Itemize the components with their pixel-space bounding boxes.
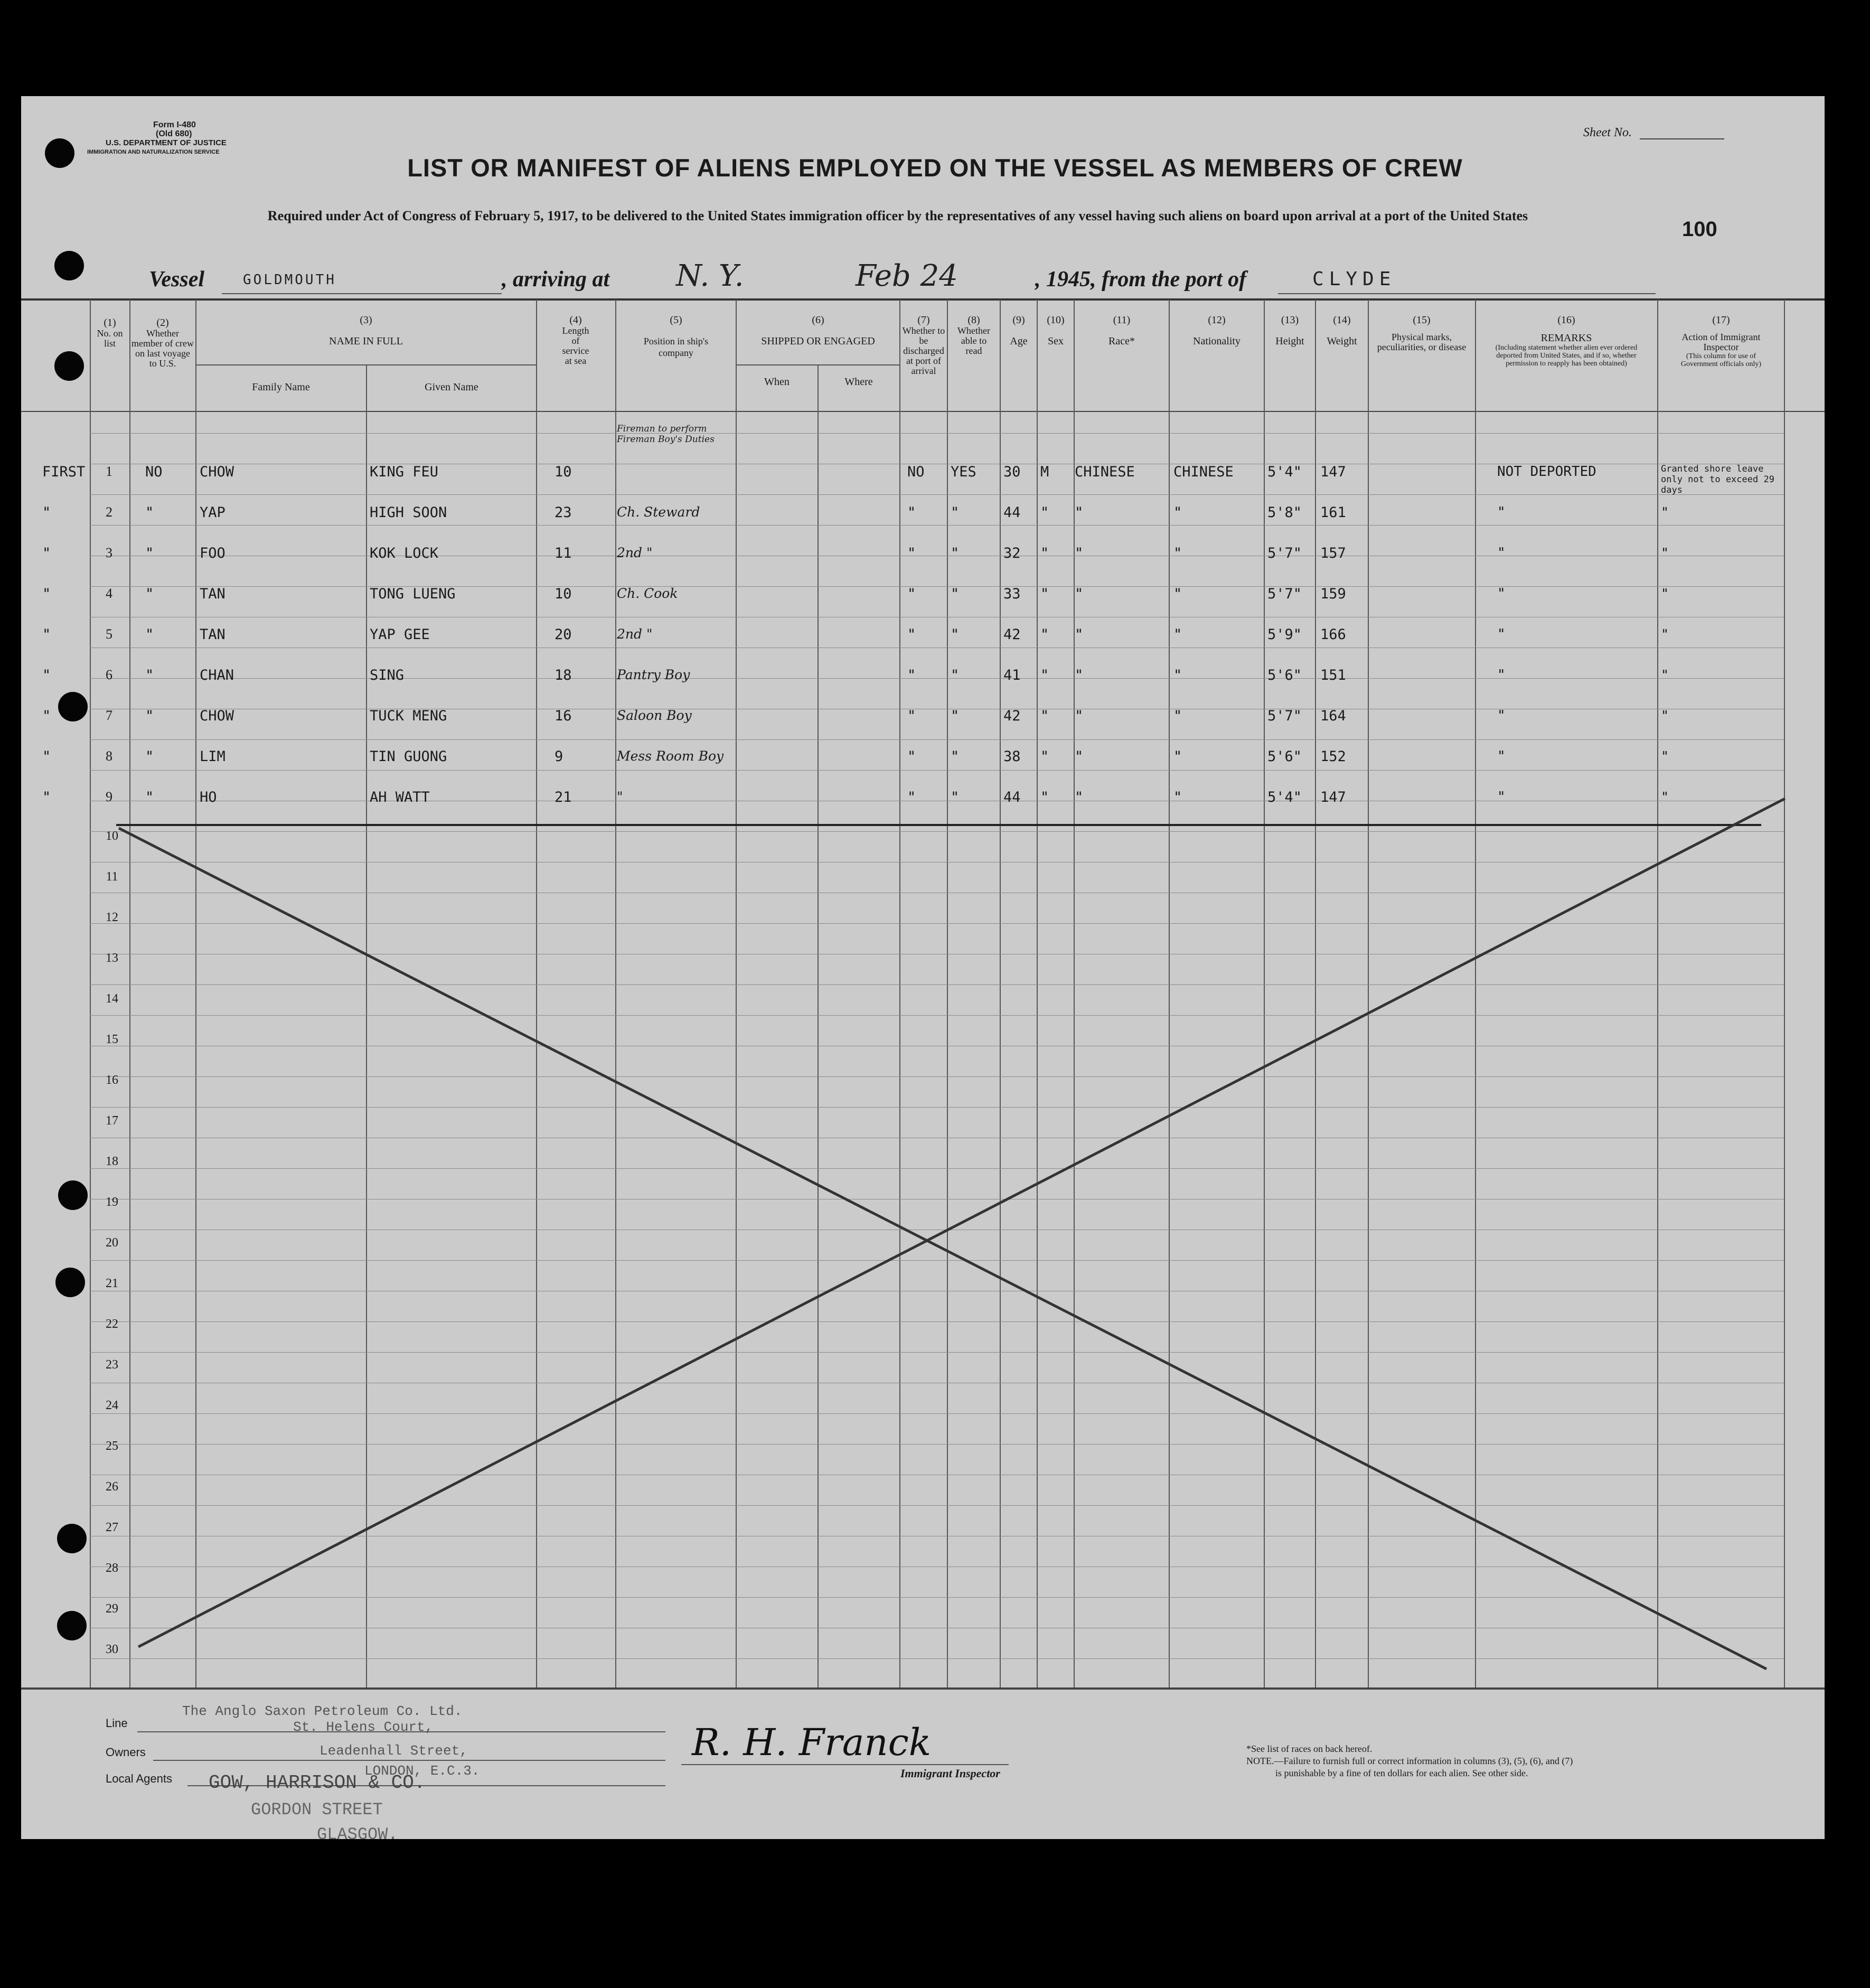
row-weight: 159 [1320, 586, 1346, 602]
arriving-label: , arriving at [502, 267, 610, 292]
col-header-6a: When [764, 376, 790, 388]
row-race: " [1075, 586, 1084, 602]
row-position: Ch. Cook [617, 586, 678, 601]
row-family-name: LIM [200, 748, 225, 765]
row-sex: " [1040, 708, 1049, 724]
signature-line [681, 1764, 1009, 1765]
row-number: 7 [106, 708, 112, 723]
row-length-of-service: 9 [555, 748, 563, 765]
row-age: 30 [1003, 464, 1021, 480]
row-family-name: YAP [200, 504, 225, 521]
row-position: Fireman to perform Fireman Boy's Duties [617, 424, 715, 445]
empty-row-number: 20 [106, 1236, 118, 1250]
empty-row-number: 25 [106, 1439, 118, 1453]
row-sex: " [1040, 748, 1049, 765]
cross-stroke-1 [119, 828, 1766, 1669]
row-remarks: " [1497, 504, 1506, 520]
col-header-15: (15) Physical marks, peculiarities, or disease [1377, 314, 1467, 352]
empty-row-number: 23 [106, 1358, 118, 1372]
row-nationality: " [1173, 626, 1182, 643]
row-sex: " [1040, 789, 1049, 805]
department: U.S. DEPARTMENT OF JUSTICE [106, 138, 227, 147]
row-class: " [42, 545, 51, 561]
row-class: " [42, 789, 51, 805]
row-given-name: HIGH SOON [370, 504, 447, 521]
row-age: 44 [1003, 789, 1021, 805]
row-inspector-action: " [1661, 708, 1669, 723]
row-previous-voyage: " [145, 586, 154, 602]
empty-row-number: 16 [106, 1073, 118, 1087]
row-able-to-read: " [951, 504, 960, 521]
row-height: 5'6" [1267, 748, 1302, 765]
row-sex: " [1040, 667, 1049, 683]
col-header-4: (4) Length of service at sea [562, 314, 589, 366]
row-number: 1 [106, 464, 112, 479]
col-header-5: (5) Position in ship's company [643, 314, 709, 358]
col-header-13: (13) Height [1275, 314, 1304, 347]
row-class: FIRST [42, 464, 86, 480]
sheet-number-label: Sheet No. [1583, 126, 1632, 139]
row-weight: 164 [1320, 708, 1346, 724]
empty-row-number: 12 [106, 911, 118, 924]
row-sex: " [1040, 586, 1049, 602]
col-header-3a: Family Name [252, 381, 310, 393]
col-header-8: (8) Whether able to read [957, 314, 990, 356]
empty-row-number: 30 [106, 1643, 118, 1656]
row-age: 42 [1003, 708, 1021, 724]
row-weight: 147 [1320, 464, 1346, 480]
row-height: 5'7" [1267, 708, 1302, 724]
row-height: 5'8" [1267, 504, 1302, 521]
year-label: , 1945, from the port of [1035, 267, 1247, 292]
note-penalty-1: NOTE.—Failure to furnish full or correct information in columns (3), (5), (6), and (7) [1246, 1756, 1573, 1766]
row-discharged: " [907, 586, 916, 602]
col-header-6: (6) SHIPPED OR ENGAGED [761, 314, 875, 347]
row-previous-voyage: " [145, 504, 154, 521]
row-age: 44 [1003, 504, 1021, 521]
row-race: CHINESE [1075, 464, 1135, 480]
row-previous-voyage: " [145, 626, 154, 643]
row-able-to-read: " [951, 708, 960, 724]
row-given-name: YAP GEE [370, 626, 430, 643]
col-header-10: (10) Sex [1047, 314, 1065, 347]
row-position: Ch. Steward [617, 504, 700, 520]
row-remarks: " [1497, 586, 1506, 602]
row-remarks: NOT DEPORTED [1497, 464, 1596, 480]
row-inspector-action: " [1661, 667, 1669, 682]
empty-row-number: 26 [106, 1480, 118, 1494]
row-length-of-service: 10 [555, 586, 572, 602]
sheet-number: 100 [1682, 218, 1717, 241]
row-previous-voyage: " [145, 789, 154, 805]
col-header-3b: Given Name [425, 381, 478, 393]
row-nationality: CHINESE [1173, 464, 1234, 480]
line-label: Line [106, 1717, 128, 1730]
agent-stamp-line-1: GOW, HARRISON & CO. [209, 1772, 426, 1794]
row-previous-voyage: NO [145, 464, 163, 480]
row-nationality: " [1173, 708, 1182, 724]
note-penalty-2: is punishable by a fine of ten dollars for each alien. See other side. [1275, 1768, 1528, 1778]
row-length-of-service: 21 [555, 789, 572, 805]
col-header-12: (12) Nationality [1193, 314, 1241, 347]
empty-row-number: 28 [106, 1561, 118, 1575]
departure-port: CLYDE [1312, 268, 1396, 290]
page-subtitle: Required under Act of Congress of February 5, 1917, to be delivered to the United States immigration officer by the representatives of any vessel having such aliens on board upon arrival at a port of the United States [267, 208, 1528, 223]
empty-row-number: 14 [106, 992, 118, 1006]
row-number: 9 [106, 789, 112, 804]
owner-stamp-line-3: Leadenhall Street, [320, 1743, 468, 1759]
row-race: " [1075, 708, 1084, 724]
empty-row-number: 27 [106, 1521, 118, 1534]
col-header-9: (9) Age [1010, 314, 1028, 347]
row-length-of-service: 10 [555, 464, 572, 480]
row-able-to-read: " [951, 748, 960, 765]
row-position: Saloon Boy [617, 708, 692, 723]
col-header-11: (11) Race* [1108, 314, 1135, 347]
owner-stamp-line-1: The Anglo Saxon Petroleum Co. Ltd. [182, 1703, 463, 1719]
cross-stroke-2 [138, 799, 1785, 1647]
empty-row-number: 13 [106, 951, 118, 965]
row-family-name: TAN [200, 586, 225, 602]
row-inspector-action: " [1661, 748, 1669, 764]
row-discharged: " [907, 545, 916, 561]
row-race: " [1075, 504, 1084, 521]
row-race: " [1075, 667, 1084, 683]
col-header-3: (3) NAME IN FULL [329, 314, 403, 347]
row-weight: 147 [1320, 789, 1346, 805]
empty-row-number: 19 [106, 1195, 118, 1209]
inspector-signature: R. H. Franck [692, 1721, 932, 1764]
row-sex: " [1040, 626, 1049, 643]
row-class: " [42, 626, 51, 643]
row-nationality: " [1173, 748, 1182, 765]
row-class: " [42, 586, 51, 602]
row-race: " [1075, 545, 1084, 561]
arrival-port: N. Y. [676, 259, 744, 293]
empty-row-number: 11 [106, 870, 118, 884]
row-height: 5'9" [1267, 626, 1302, 643]
row-height: 5'7" [1267, 586, 1302, 602]
empty-row-number: 24 [106, 1399, 118, 1412]
row-race: " [1075, 626, 1084, 643]
row-remarks: " [1497, 545, 1506, 561]
row-length-of-service: 18 [555, 667, 572, 683]
service: IMMIGRATION AND NATURALIZATION SERVICE [87, 149, 220, 155]
row-race: " [1075, 789, 1084, 805]
col-header-6b: Where [844, 376, 873, 388]
row-family-name: CHOW [200, 708, 234, 724]
row-weight: 166 [1320, 626, 1346, 643]
row-number: 4 [106, 586, 112, 601]
row-length-of-service: 16 [555, 708, 572, 724]
row-given-name: AH WATT [370, 789, 430, 805]
empty-row-number: 18 [106, 1155, 118, 1168]
row-position: 2nd " [617, 626, 653, 642]
row-position: 2nd " [617, 545, 653, 560]
row-position: Pantry Boy [617, 667, 690, 682]
row-able-to-read: " [951, 626, 960, 643]
row-able-to-read: " [951, 667, 960, 683]
row-weight: 157 [1320, 545, 1346, 561]
row-sex: M [1040, 464, 1049, 480]
row-height: 5'6" [1267, 667, 1302, 683]
row-inspector-action: " [1661, 626, 1669, 642]
row-length-of-service: 20 [555, 626, 572, 643]
empty-row-number: 21 [106, 1277, 118, 1290]
vessel-label: Vessel [149, 267, 204, 292]
row-able-to-read: " [951, 789, 960, 805]
vessel-name: GOLDMOUTH [243, 272, 336, 288]
row-discharged: " [907, 748, 916, 765]
note-races: *See list of races on back hereof. [1246, 1743, 1373, 1754]
row-previous-voyage: " [145, 545, 154, 561]
empty-row-number: 17 [106, 1114, 118, 1128]
row-previous-voyage: " [145, 708, 154, 724]
row-given-name: SING [370, 667, 405, 683]
row-given-name: KING FEU [370, 464, 439, 480]
owners-underline [153, 1760, 665, 1761]
row-remarks: " [1497, 789, 1506, 805]
arrival-date: Feb 24 [856, 259, 958, 293]
row-family-name: FOO [200, 545, 225, 561]
row-discharged: " [907, 667, 916, 683]
row-number: 3 [106, 545, 112, 560]
row-nationality: " [1173, 586, 1182, 602]
row-sex: " [1040, 504, 1049, 521]
row-weight: 152 [1320, 748, 1346, 765]
row-height: 5'7" [1267, 545, 1302, 561]
row-position: " [617, 789, 623, 804]
empty-row-number: 10 [106, 829, 118, 843]
row-inspector-action: " [1661, 789, 1669, 804]
form-old-number: (Old 680) [156, 129, 192, 138]
empty-row-number: 22 [106, 1317, 118, 1331]
row-nationality: " [1173, 545, 1182, 561]
row-family-name: CHAN [200, 667, 234, 683]
owners-label: Owners [106, 1746, 146, 1759]
col-header-14: (14) Weight [1327, 314, 1357, 347]
row-given-name: TUCK MENG [370, 708, 447, 724]
row-inspector-action: Granted shore leave only not to exceed 29 days [1661, 464, 1774, 495]
col-header-17: (17) Action of Immigrant Inspector (This column for use of Government officials only) [1680, 314, 1762, 368]
row-length-of-service: 11 [555, 545, 572, 561]
row-discharged: " [907, 789, 916, 805]
row-discharged: NO [907, 464, 925, 480]
row-family-name: CHOW [200, 464, 234, 480]
row-weight: 161 [1320, 504, 1346, 521]
form-number: Form I-480 [153, 120, 196, 129]
row-nationality: " [1173, 667, 1182, 683]
row-age: 32 [1003, 545, 1021, 561]
row-length-of-service: 23 [555, 504, 572, 521]
row-nationality: " [1173, 504, 1182, 521]
row-discharged: " [907, 504, 916, 521]
row-previous-voyage: " [145, 667, 154, 683]
agent-stamp-line-2: GORDON STREET [251, 1800, 383, 1820]
col-header-2: (2) Whether member of crew on last voyage to U.S. [131, 317, 194, 369]
row-able-to-read: YES [951, 464, 976, 480]
row-number: 2 [106, 504, 112, 520]
row-family-name: HO [200, 789, 217, 805]
empty-row-number: 29 [106, 1602, 118, 1616]
row-nationality: " [1173, 789, 1182, 805]
row-able-to-read: " [951, 545, 960, 561]
owner-stamp-line-4: LONDON, E.C.3. [364, 1763, 480, 1779]
row-class: " [42, 748, 51, 765]
row-discharged: " [907, 708, 916, 724]
col-header-7: (7) Whether to be discharged at port of arrival [902, 314, 945, 376]
row-number: 5 [106, 626, 112, 642]
row-remarks: " [1497, 748, 1506, 764]
row-sex: " [1040, 545, 1049, 561]
owner-stamp-line-2: St. Helens Court, [293, 1719, 434, 1735]
row-height: 5'4" [1267, 789, 1302, 805]
row-inspector-action: " [1661, 504, 1669, 520]
row-previous-voyage: " [145, 748, 154, 765]
row-age: 38 [1003, 748, 1021, 765]
row-age: 33 [1003, 586, 1021, 602]
agent-stamp-line-3: GLASGOW. [317, 1825, 398, 1844]
row-inspector-action: " [1661, 545, 1669, 560]
row-able-to-read: " [951, 586, 960, 602]
row-given-name: TIN GUONG [370, 748, 447, 765]
row-race: " [1075, 748, 1084, 765]
row-class: " [42, 708, 51, 724]
row-number: 6 [106, 667, 112, 682]
row-weight: 151 [1320, 667, 1346, 683]
row-discharged: " [907, 626, 916, 643]
row-class: " [42, 667, 51, 683]
row-age: 41 [1003, 667, 1021, 683]
row-height: 5'4" [1267, 464, 1302, 480]
page-title: LIST OR MANIFEST OF ALIENS EMPLOYED ON THE VESSEL AS MEMBERS OF CREW [407, 154, 1463, 182]
row-class: " [42, 504, 51, 521]
agents-label: Local Agents [106, 1772, 172, 1785]
row-remarks: " [1497, 708, 1506, 724]
inspector-label: Immigrant Inspector [900, 1767, 1000, 1780]
col-header-1: (1) No. on list [97, 317, 123, 349]
row-position: Mess Room Boy [617, 748, 724, 764]
row-given-name: KOK LOCK [370, 545, 439, 561]
row-number: 8 [106, 748, 112, 764]
row-given-name: TONG LUENG [370, 586, 456, 602]
row-age: 42 [1003, 626, 1021, 643]
row-inspector-action: " [1661, 586, 1669, 601]
row-family-name: TAN [200, 626, 225, 643]
col-header-16: (16) REMARKS (Including statement whether alien ever ordered deported from United States, and if so, whether permission to reapply has been obtained) [1495, 314, 1638, 368]
row-remarks: " [1497, 626, 1506, 642]
row-remarks: " [1497, 667, 1506, 683]
empty-row-number: 15 [106, 1033, 118, 1046]
